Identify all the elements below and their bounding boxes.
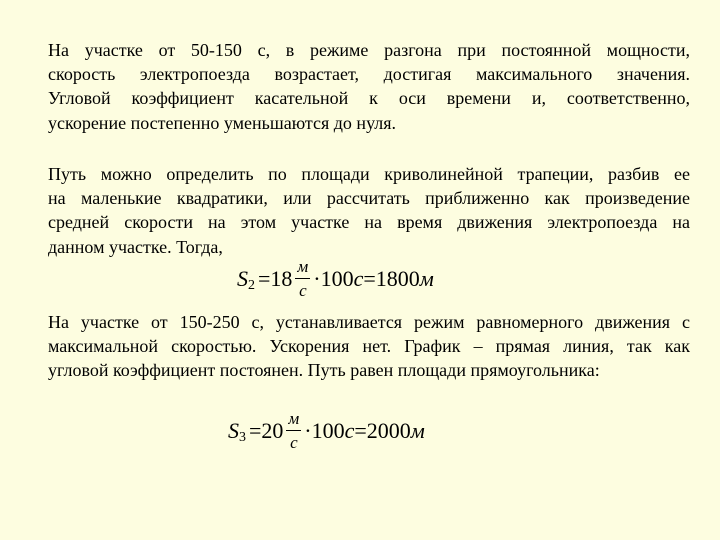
formula-time-unit: с — [353, 265, 364, 291]
paragraph-acceleration — [48, 38, 690, 135]
formula-time-unit: с — [344, 417, 355, 443]
fraction-numerator: м — [286, 410, 301, 431]
formula-result-unit: м — [410, 417, 425, 443]
formula-s2 — [237, 258, 434, 299]
equals-sign: = — [354, 417, 367, 443]
formula-symbol: S — [237, 265, 248, 291]
fraction-denominator: с — [299, 281, 307, 300]
multiply-dot: · — [313, 265, 321, 291]
equals-sign: = — [258, 265, 271, 291]
paragraph-uniform-motion — [48, 310, 690, 383]
formula-time: 100 — [320, 265, 354, 291]
unit-fraction — [286, 410, 301, 451]
formula-speed: 20 — [261, 417, 284, 443]
formula-result-unit: м — [419, 265, 434, 291]
formula-result: 2000 — [366, 417, 411, 443]
unit-fraction — [295, 258, 310, 299]
text-line: максимальной скоростью. Ускорения нет. График – прямая линия, так как — [48, 336, 690, 357]
multiply-dot: · — [304, 417, 312, 443]
formula-result: 1800 — [375, 265, 420, 291]
text-line: ускорение постепенно уменьшаются до нуля. — [48, 112, 397, 133]
equals-sign: = — [249, 417, 262, 443]
fraction-numerator: м — [295, 258, 310, 279]
formula-subscript: 2 — [248, 277, 255, 293]
equals-sign: = — [363, 265, 376, 291]
text-line: На участке от 150-250 с, устанавливается режим равномерного движения с — [48, 312, 690, 332]
formula-symbol: S — [228, 417, 239, 443]
formula-subscript: 3 — [239, 429, 246, 445]
text-line: На участке от 50-150 с, в режиме разгона при постоянной мощности, — [48, 40, 690, 60]
paragraph-path-method — [48, 162, 690, 259]
text-line: скорость электропоезда возрастает, достигая максимального значения. — [48, 64, 690, 85]
text-line: средней скорости на этом участке на время движения электропоезда на — [48, 212, 690, 233]
fraction-denominator: с — [290, 433, 298, 452]
text-line: Путь можно определить по площади криволинейной трапеции, разбив ее — [48, 164, 690, 184]
text-line: на маленькие квадратики, или рассчитать приближенно как произведение — [48, 188, 690, 209]
text-line: угловой коэффициент постоянен. Путь равен площади прямоугольника: — [48, 360, 600, 381]
text-line: данном участке. Тогда, — [48, 236, 223, 257]
text-line: Угловой коэффициент касательной к оси времени и, соответственно, — [48, 88, 690, 109]
formula-s3 — [228, 410, 425, 451]
formula-time: 100 — [311, 417, 345, 443]
formula-speed: 18 — [270, 265, 293, 291]
